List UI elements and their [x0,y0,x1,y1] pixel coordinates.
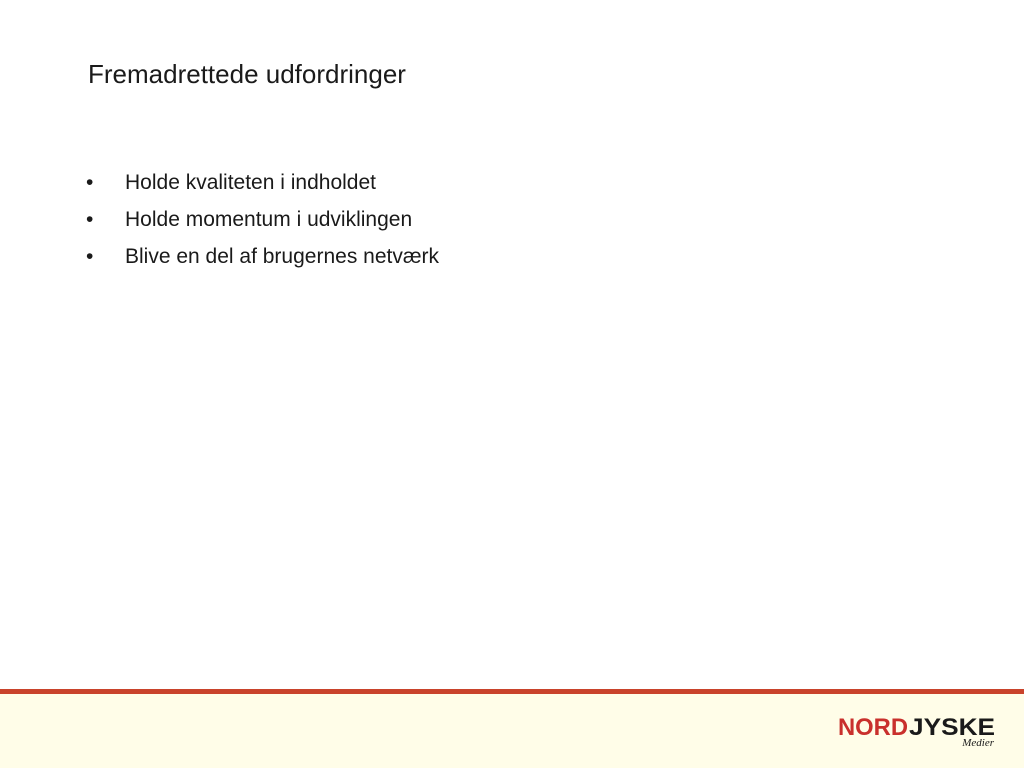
bullet-text: Holde kvaliteten i indholdet [125,171,376,194]
bullet-marker: • [86,208,94,231]
nordjyske-medier-logo [838,710,998,750]
slide-title: Fremadrettede udfordringer [88,59,406,89]
bullet-marker: • [86,245,94,268]
bullet-marker: • [86,171,94,194]
logo-nord-text: NORD [838,714,908,741]
bullet-text: Holde momentum i udviklingen [125,208,413,231]
bullet-text: Blive en del af brugernes netværk [125,245,440,268]
logo-medier-text: Medier [962,737,994,749]
logo-jyske-text: JYSKE [909,714,995,741]
